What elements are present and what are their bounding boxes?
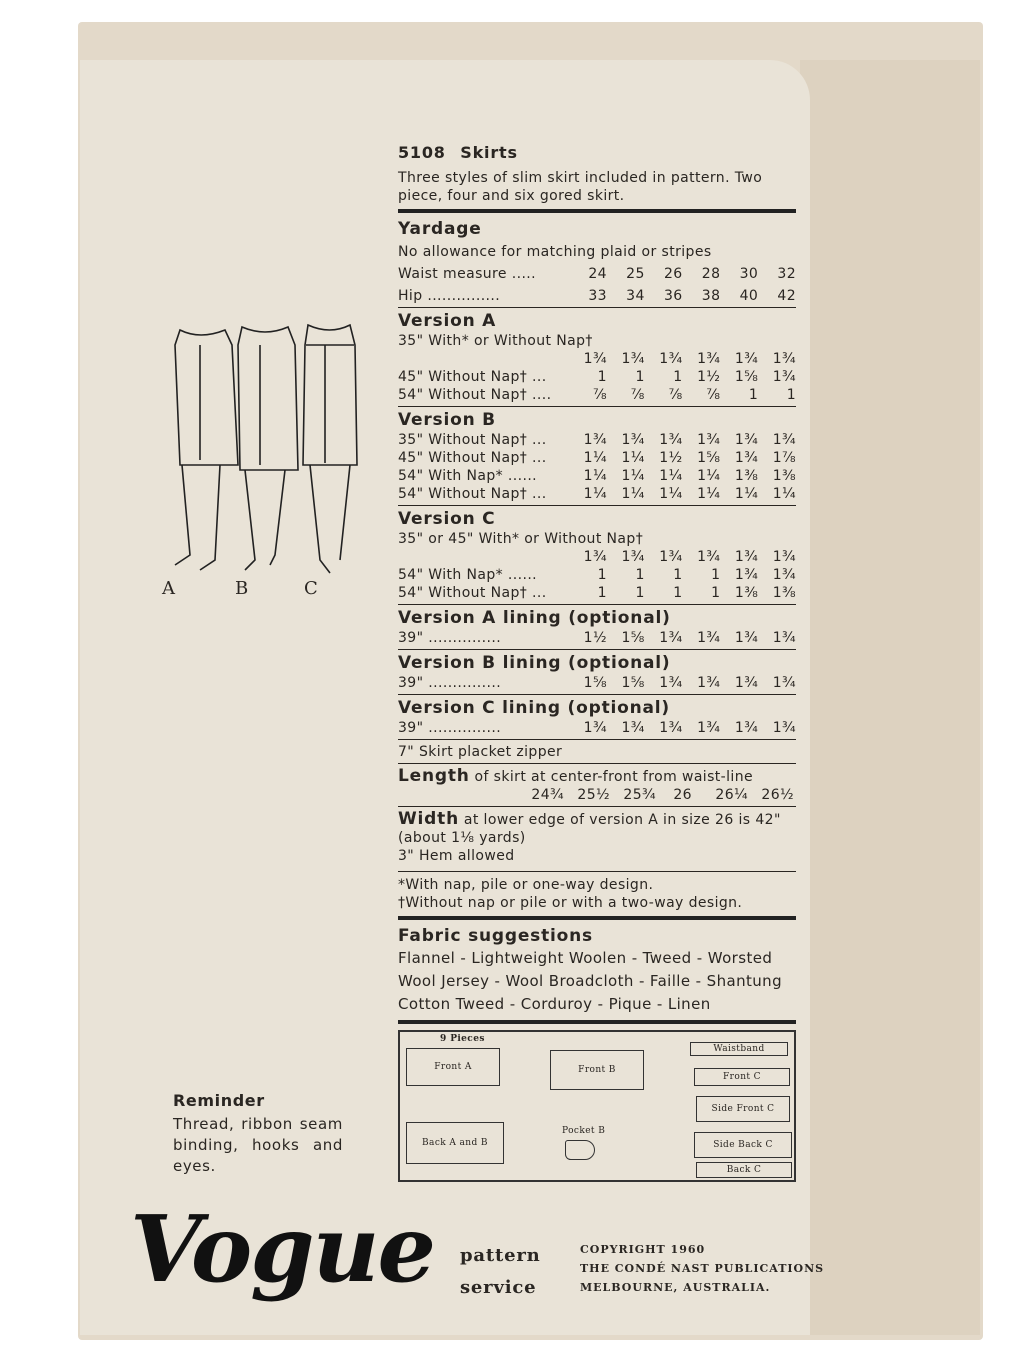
yardage-value: 1⅝ bbox=[621, 675, 645, 691]
reminder-text: Thread, ribbon seam binding, hooks and eyes. bbox=[173, 1115, 343, 1175]
yardage-value: 1¾ bbox=[734, 567, 759, 583]
yardage-value: 1⅜ bbox=[772, 468, 797, 484]
yardage-value: 1⅜ bbox=[734, 468, 759, 484]
pattern-title: Skirts bbox=[460, 143, 518, 162]
yardage-row: 39" ............... 1½ 1⅝ 1¾ 1¾ 1¾ 1¾ bbox=[398, 630, 797, 646]
yardage-value: 1¾ bbox=[659, 675, 683, 691]
yardage-row: 54" Without Nap† ... 1 1 1 1 1⅜ 1⅜ bbox=[398, 585, 797, 601]
yardage-row: 39" ............... 1¾ 1¾ 1¾ 1¾ 1¾ 1¾ bbox=[398, 720, 797, 736]
yardage-value: 1¾ bbox=[734, 351, 759, 367]
divider bbox=[398, 739, 796, 740]
piece-pocket-b bbox=[565, 1140, 595, 1160]
hem-note: 3" Hem allowed bbox=[398, 848, 515, 864]
yardage-row: 39" ............... 1⅝ 1⅝ 1¾ 1¾ 1¾ 1¾ bbox=[398, 675, 797, 691]
yardage-value: 1¼ bbox=[621, 486, 645, 502]
yardage-value: 1¾ bbox=[772, 675, 797, 691]
pattern-pieces-diagram bbox=[398, 1030, 796, 1182]
divider bbox=[398, 763, 796, 764]
yardage-value: 1¾ bbox=[697, 675, 721, 691]
yardage-value: 1⅜ bbox=[772, 585, 797, 601]
yardage-value: 1¾ bbox=[659, 351, 683, 367]
yardage-value: 1¾ bbox=[734, 549, 759, 565]
piece-back-a-and-b: Back A and B bbox=[406, 1122, 504, 1164]
yardage-row: 35" Without Nap† ... 1¾ 1¾ 1¾ 1¾ 1¾ 1¾ bbox=[398, 432, 797, 448]
yardage-note: No allowance for matching plaid or stripes bbox=[398, 244, 712, 260]
yardage-value: ⅞ bbox=[668, 387, 683, 403]
yardage-value: 1 bbox=[635, 567, 645, 583]
yardage-value: 1¾ bbox=[621, 720, 645, 736]
version-b-rows bbox=[398, 431, 796, 503]
yardage-value: 1¾ bbox=[659, 549, 683, 565]
yardage-value: 1 bbox=[711, 585, 721, 601]
yardage-value: 1¾ bbox=[697, 720, 721, 736]
description-line-1: Three styles of slim skirt included in pattern. Two bbox=[398, 170, 763, 186]
hip-row: Hip ............... 33 34 36 38 40 42 bbox=[398, 288, 797, 304]
piece-side-back-c: Side Back C bbox=[694, 1132, 792, 1158]
yardage-value: 1¾ bbox=[772, 630, 797, 646]
yardage-value: 1¼ bbox=[659, 468, 683, 484]
yardage-value: 1 bbox=[786, 387, 797, 403]
yardage-row: 54" Without Nap† ... 1¼ 1¼ 1¼ 1¼ 1¼ 1¼ bbox=[398, 486, 797, 502]
yardage-value: 1¾ bbox=[659, 630, 683, 646]
yardage-value: ⅞ bbox=[592, 387, 607, 403]
version-a-subhead: 35" With* or Without Nap† bbox=[398, 333, 593, 349]
skirt-view-c bbox=[303, 325, 357, 573]
yardage-value: 1 bbox=[673, 585, 683, 601]
yardage-value: 1¾ bbox=[772, 567, 797, 583]
yardage-value: ⅞ bbox=[630, 387, 645, 403]
piece-front-b: Front B bbox=[550, 1050, 644, 1090]
reminder bbox=[173, 1090, 343, 1177]
yardage-value: 1⅞ bbox=[772, 450, 797, 466]
yardage-value: 1¾ bbox=[772, 549, 797, 565]
version-c-rows bbox=[398, 548, 796, 602]
yardage-value: 1 bbox=[673, 567, 683, 583]
yardage-row: 45" Without Nap† ... 1¼ 1¼ 1½ 1⅝ 1¾ 1⅞ bbox=[398, 450, 797, 466]
divider bbox=[398, 649, 796, 650]
yardage-value: 1¼ bbox=[697, 468, 721, 484]
version-c-heading: Version C bbox=[398, 509, 496, 529]
yardage-value: 1½ bbox=[697, 369, 721, 385]
yardage-value: 1¾ bbox=[659, 432, 683, 448]
yardage-value: 1¾ bbox=[697, 549, 721, 565]
yardage-value: 1⅜ bbox=[734, 585, 759, 601]
yardage-value: 1 bbox=[711, 567, 721, 583]
yardage-value: 1 bbox=[635, 585, 645, 601]
yardage-row bbox=[398, 350, 796, 368]
yardage-value: 1¾ bbox=[734, 432, 759, 448]
yardage-value: 1¼ bbox=[583, 450, 607, 466]
yardage-value: 1 bbox=[635, 369, 645, 385]
yardage-value: 1¼ bbox=[659, 486, 683, 502]
view-label-c: C bbox=[304, 578, 318, 599]
yardage-value: 1½ bbox=[583, 630, 607, 646]
yardage-value: 1 bbox=[673, 369, 683, 385]
yardage-value: 1½ bbox=[659, 450, 683, 466]
yardage-value: 1 bbox=[597, 369, 607, 385]
nap-note: *With nap, pile or one-way design. bbox=[398, 877, 654, 893]
yardage-value: 1¾ bbox=[621, 549, 645, 565]
yardage-value: 1¼ bbox=[583, 486, 607, 502]
divider bbox=[398, 209, 796, 213]
lining-heading: Version B lining (optional) bbox=[398, 653, 671, 673]
divider bbox=[398, 694, 796, 695]
yardage-chart bbox=[398, 144, 796, 1182]
yardage-value: 1¾ bbox=[583, 432, 607, 448]
without-nap-note: †Without nap or pile or with a two-way design. bbox=[398, 895, 743, 911]
yardage-value: 1¼ bbox=[772, 486, 797, 502]
yardage-value: 1¾ bbox=[697, 351, 721, 367]
yardage-value: 1¾ bbox=[734, 450, 759, 466]
yardage-row: 54" Without Nap† .... ⅞ ⅞ ⅞ ⅞ 1 1 bbox=[398, 387, 797, 403]
yardage-value: 1¼ bbox=[734, 486, 759, 502]
divider bbox=[398, 871, 796, 872]
divider bbox=[398, 916, 796, 920]
divider bbox=[398, 806, 796, 807]
length-row: 24¾ 25½ 25¾ 26 26¼ 26½ bbox=[531, 787, 794, 803]
fabric-line-3: Cotton Tweed - Corduroy - Pique - Linen bbox=[398, 995, 711, 1013]
yardage-value: 1¼ bbox=[697, 486, 721, 502]
pattern-number: 5108 bbox=[398, 143, 446, 162]
yardage-value: ⅞ bbox=[706, 387, 721, 403]
yardage-row: 54" With Nap* ...... 1¼ 1¼ 1¼ 1¼ 1⅜ 1⅜ bbox=[398, 468, 797, 484]
yardage-value: 1¾ bbox=[734, 720, 759, 736]
piece-front-c: Front C bbox=[694, 1068, 790, 1086]
yardage-row bbox=[398, 548, 796, 566]
envelope-flap bbox=[800, 60, 980, 1335]
width-text: at lower edge of version A in size 26 is 42" bbox=[463, 812, 781, 828]
yardage-value: 1¾ bbox=[697, 432, 721, 448]
yardage-value: 1¼ bbox=[621, 450, 645, 466]
vogue-logo: Vogue bbox=[130, 1195, 435, 1303]
yardage-value: 1¾ bbox=[772, 720, 797, 736]
piece-back-c: Back C bbox=[696, 1162, 792, 1178]
yardage-value: 1 bbox=[597, 567, 607, 583]
view-label-b: B bbox=[235, 578, 249, 599]
lining-sections bbox=[398, 608, 796, 740]
yardage-value: 1¾ bbox=[583, 720, 607, 736]
view-label-a: A bbox=[162, 578, 175, 599]
yardage-value: 1¼ bbox=[621, 468, 645, 484]
version-a-rows bbox=[398, 350, 796, 404]
divider bbox=[398, 307, 796, 308]
length-heading: Length bbox=[398, 766, 470, 786]
skirt-illustrations bbox=[160, 315, 370, 580]
piece-pocket-b-label: Pocket B bbox=[562, 1126, 606, 1136]
copyright: COPYRIGHT 1960 THE CONDÉ NAST PUBLICATIONS MELBOURNE, AUSTRALIA. bbox=[580, 1243, 825, 1294]
fabric-line-1: Flannel - Lightweight Woolen - Tweed - Worsted bbox=[398, 949, 773, 967]
waist-row: Waist measure ..... 24 25 26 28 30 32 bbox=[398, 266, 797, 282]
version-b-heading: Version B bbox=[398, 410, 496, 430]
version-a-heading: Version A bbox=[398, 311, 497, 331]
divider bbox=[398, 406, 796, 407]
yardage-value: 1¾ bbox=[583, 549, 607, 565]
width-heading: Width bbox=[398, 809, 459, 829]
piece-waistband: Waistband bbox=[690, 1042, 788, 1056]
yardage-heading: Yardage bbox=[398, 219, 482, 239]
yardage-value: 1¾ bbox=[659, 720, 683, 736]
width-line-2: (about 1⅛ yards) bbox=[398, 830, 526, 846]
yardage-value: 1¾ bbox=[772, 432, 797, 448]
skirt-view-a bbox=[175, 330, 238, 570]
yardage-value: 1¾ bbox=[621, 351, 645, 367]
yardage-value: 1¾ bbox=[772, 369, 797, 385]
yardage-row: 54" With Nap* ...... 1 1 1 1 1¾ 1¾ bbox=[398, 567, 797, 583]
yardage-value: 1¾ bbox=[734, 630, 759, 646]
yardage-row: 45" Without Nap† ... 1 1 1 1½ 1⅝ 1¾ bbox=[398, 369, 797, 385]
skirt-view-b bbox=[238, 327, 298, 570]
divider bbox=[398, 604, 796, 605]
yardage-value: 1¼ bbox=[583, 468, 607, 484]
yardage-value: 1¾ bbox=[621, 432, 645, 448]
yardage-value: 1¾ bbox=[583, 351, 607, 367]
zipper-note: 7" Skirt placket zipper bbox=[398, 744, 563, 760]
pieces-count: 9 Pieces bbox=[440, 1034, 485, 1044]
lining-heading: Version C lining (optional) bbox=[398, 698, 670, 718]
yardage-value: 1¾ bbox=[772, 351, 797, 367]
yardage-value: 1⅝ bbox=[621, 630, 645, 646]
yardage-value: 1⅝ bbox=[583, 675, 607, 691]
yardage-value: 1¾ bbox=[697, 630, 721, 646]
divider bbox=[398, 505, 796, 506]
lining-heading: Version A lining (optional) bbox=[398, 608, 671, 628]
fabric-heading: Fabric suggestions bbox=[398, 926, 593, 946]
pattern-service: pattern service bbox=[460, 1245, 541, 1298]
description-line-2: piece, four and six gored skirt. bbox=[398, 188, 625, 204]
yardage-value: 1 bbox=[748, 387, 759, 403]
piece-front-a: Front A bbox=[406, 1048, 500, 1086]
version-c-subhead: 35" or 45" With* or Without Nap† bbox=[398, 531, 644, 547]
yardage-value: 1⅝ bbox=[734, 369, 759, 385]
length-text: of skirt at center-front from waist-line bbox=[474, 769, 753, 785]
piece-side-front-c: Side Front C bbox=[696, 1096, 790, 1122]
yardage-value: 1¾ bbox=[734, 675, 759, 691]
yardage-value: 1 bbox=[597, 585, 607, 601]
fabric-line-2: Wool Jersey - Wool Broadcloth - Faille - Shantung bbox=[398, 972, 782, 990]
divider bbox=[398, 1020, 796, 1024]
yardage-value: 1⅝ bbox=[697, 450, 721, 466]
reminder-heading: Reminder bbox=[173, 1091, 265, 1110]
